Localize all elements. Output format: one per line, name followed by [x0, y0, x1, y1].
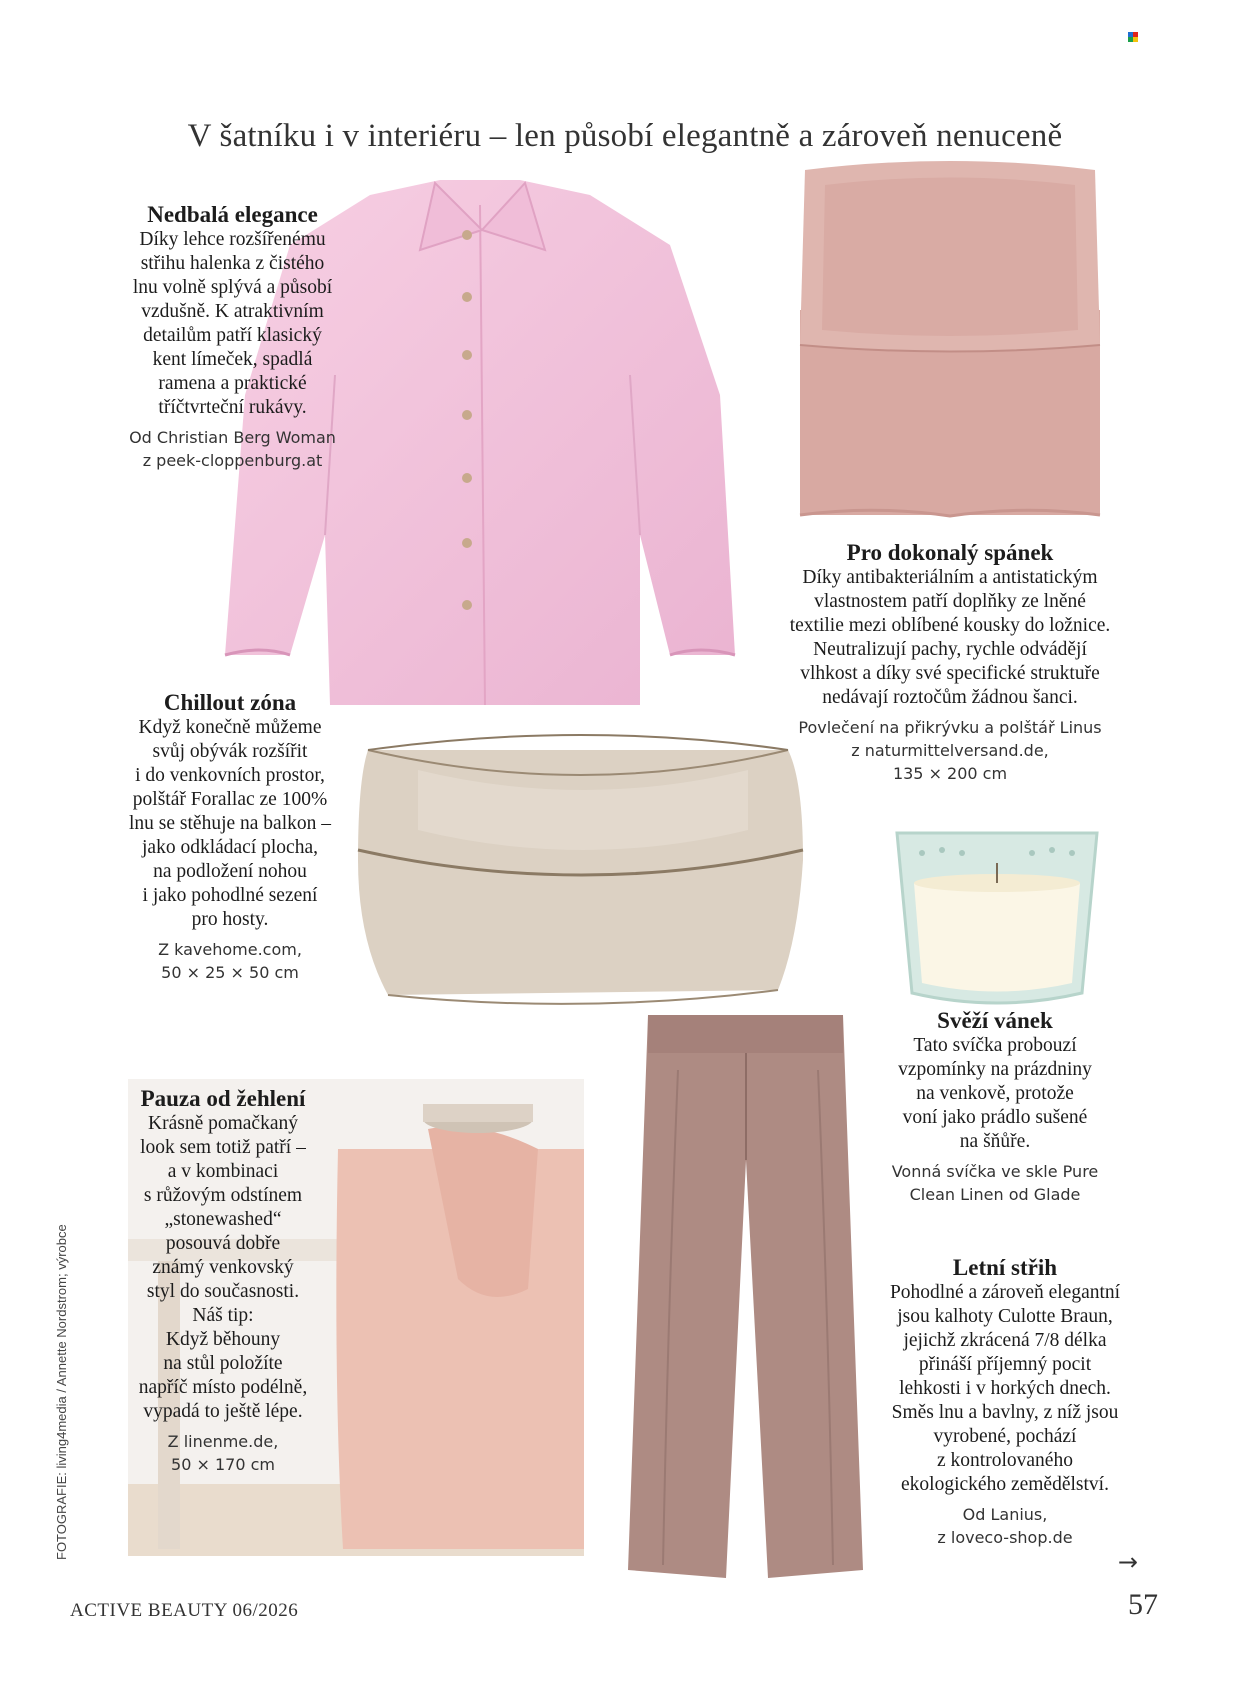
block-body-candle: Tato svíčka probouzí vzpomínky na prázdniny na venkově, protože voní jako prádlo sušené na šňůře. — [898, 1035, 1092, 1152]
bedding-image — [800, 160, 1100, 520]
next-page-arrow-icon[interactable]: → — [1117, 1548, 1138, 1576]
text-block-blouse — [95, 202, 370, 472]
block-title-trousers: Letní střih — [952, 1255, 1058, 1280]
text-block-trousers — [870, 1255, 1140, 1549]
candle-glass-image — [892, 828, 1102, 1008]
photo-credit: FOTOGRAFIE: living4media / Annette Nordstrom; výrobce — [54, 1224, 69, 1560]
block-body-runner: Krásně pomačkaný look sem totiž patří – a v kombinaci s růžovým odstínem „stonewashed“ posouvá dobře známý venkovský styl do současnosti. Náš tip: Když běhouny na stůl položíte napříč místo podélně, vypadá to ještě lépe. — [138, 1113, 308, 1422]
block-body-blouse: Díky lehce rozšířenému střihu halenka z čistého lnu volně splývá a působí vzdušně. K atraktivním detailům patří klasický kent límeček, spadlá ramena a praktické tříčtvrteční rukávy. — [132, 229, 333, 418]
block-source-runner: Z linenme.de, 50 × 170 cm — [167, 1432, 279, 1474]
linen-trousers-image — [618, 1010, 878, 1585]
block-body-bedding: Díky antibakteriálním a antistatickým vlastnostem patří doplňky ze lněné textilie mezi oblíbené kousky do ložnice. Neutralizují pachy, rychle odvádějí vlhkost a díky své specifické struktuře nedávají roztočům žádnou šanci. — [789, 567, 1111, 708]
block-body-trousers: Pohodlné a zároveň elegantní jsou kalhoty Culotte Braun, jejichž zkrácená 7/8 délka přináší příjemný pocit lehkosti i v horkých dnech. Směs lnu a bavlny, z níž jsou vyrobené, pochází z kontrolovaného ekologického zemědělství. — [889, 1282, 1121, 1495]
text-block-pouf — [105, 690, 355, 984]
block-body-pouf: Když konečně můžeme svůj obývák rozšířit i do venkovních prostor, polštář Forallac ze 100% lnu se stěhuje na balkon – jako odkládací plocha, na podložení nohou i jako pohodlné sezení pro hosty. — [129, 717, 331, 930]
block-source-candle: Vonná svíčka ve skle Pure Clean Linen od Glade — [891, 1162, 1099, 1204]
block-title-candle: Svěží vánek — [937, 1008, 1053, 1033]
block-source-blouse: Od Christian Berg Woman z peek-cloppenburg.at — [129, 428, 336, 470]
page-number: 57 — [1128, 1588, 1158, 1621]
page-headline: V šatníku i v interiéru – len působí elegantně a zároveň nenuceně — [187, 118, 1063, 154]
text-block-candle — [880, 1008, 1110, 1206]
block-source-pouf: Z kavehome.com, 50 × 25 × 50 cm — [158, 940, 302, 982]
magazine-issue: ACTIVE BEAUTY 06/2026 — [70, 1600, 299, 1621]
block-source-trousers: Od Lanius, z loveco-shop.de — [937, 1505, 1073, 1547]
block-title-blouse: Nedbalá elegance — [147, 202, 318, 227]
text-block-bedding — [745, 540, 1155, 785]
corner-color-mark — [1128, 32, 1138, 42]
block-source-bedding: Povlečení na přikrývku a polštář Linus z naturmittelversand.de, 135 × 200 cm — [798, 718, 1102, 783]
block-title-pouf: Chillout zóna — [163, 690, 297, 715]
text-block-runner — [118, 1086, 328, 1476]
block-title-runner: Pauza od žehlení — [140, 1086, 306, 1111]
block-title-bedding: Pro dokonalý spánek — [846, 540, 1054, 565]
